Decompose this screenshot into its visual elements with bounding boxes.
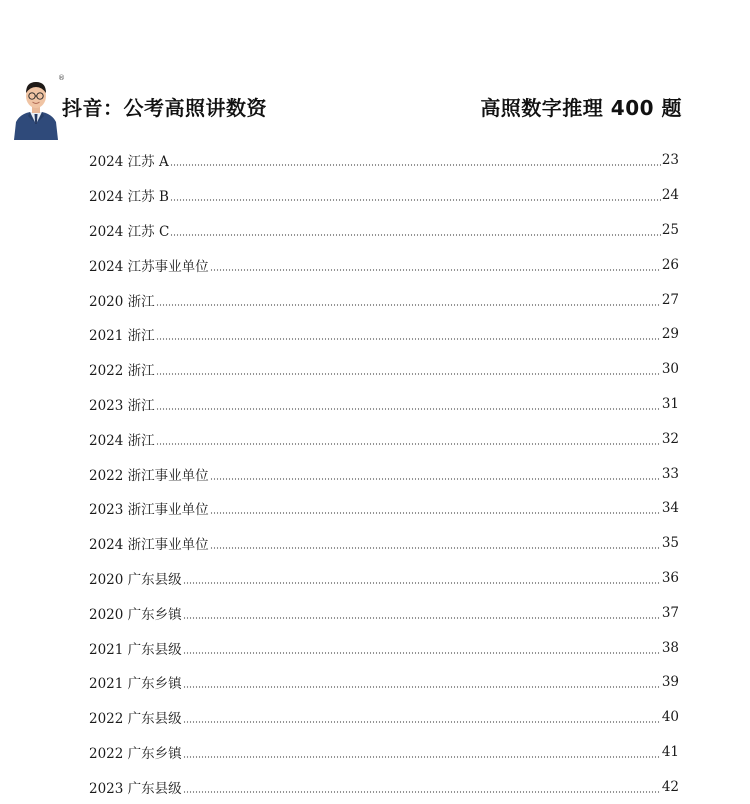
- toc-entry-label: 2020 广东县级: [89, 571, 182, 588]
- registered-mark: ®: [58, 74, 65, 82]
- page-header: [0, 70, 750, 142]
- toc-row[interactable]: [89, 282, 679, 317]
- toc-entry-label: 2023 广东县级: [89, 780, 182, 797]
- toc-leader-dots: [183, 756, 661, 758]
- toc-entry-page: 39: [661, 674, 679, 691]
- toc-row[interactable]: [89, 561, 679, 596]
- toc-entry-page: 23: [661, 152, 679, 169]
- toc-leader-dots: [210, 478, 661, 480]
- toc-leader-dots: [210, 269, 661, 271]
- toc-row[interactable]: [89, 178, 679, 213]
- toc-row[interactable]: [89, 665, 679, 700]
- toc-row[interactable]: [89, 491, 679, 526]
- toc-entry-page: 42: [661, 778, 679, 795]
- toc-entry-page: 26: [661, 256, 679, 273]
- toc-entry-label: 2022 广东乡镇: [89, 745, 182, 762]
- toc-row[interactable]: [89, 317, 679, 352]
- toc-leader-dots: [183, 617, 661, 619]
- toc-row[interactable]: [89, 213, 679, 248]
- toc-entry-page: 38: [661, 639, 679, 656]
- toc-entry-page: 35: [661, 535, 679, 552]
- toc-leader-dots: [183, 721, 661, 723]
- toc-entry-label: 2023 浙江: [89, 397, 155, 414]
- toc-leader-dots: [210, 512, 661, 514]
- toc-leader-dots: [183, 582, 661, 584]
- table-of-contents: [89, 143, 679, 804]
- header-right-title: 高照数字推理 400 题: [480, 96, 682, 120]
- toc-entry-label: 2024 江苏事业单位: [89, 258, 209, 275]
- toc-row[interactable]: [89, 735, 679, 770]
- toc-leader-dots: [156, 304, 661, 306]
- toc-entry-page: 31: [661, 395, 679, 412]
- toc-entry-page: 32: [661, 430, 679, 447]
- toc-entry-label: 2021 广东乡镇: [89, 676, 182, 693]
- toc-row[interactable]: [89, 700, 679, 735]
- toc-entry-label: 2022 浙江: [89, 363, 155, 380]
- toc-row[interactable]: [89, 143, 679, 178]
- toc-entry-page: 29: [661, 326, 679, 343]
- toc-entry-page: 36: [661, 569, 679, 586]
- toc-entry-page: 24: [661, 187, 679, 204]
- toc-row[interactable]: [89, 526, 679, 561]
- toc-entry-label: 2024 浙江事业单位: [89, 537, 209, 554]
- toc-leader-dots: [156, 408, 661, 410]
- toc-entry-page: 27: [661, 291, 679, 308]
- toc-row[interactable]: [89, 421, 679, 456]
- toc-row[interactable]: [89, 352, 679, 387]
- toc-leader-dots: [170, 164, 661, 166]
- toc-row[interactable]: [89, 630, 679, 665]
- toc-row[interactable]: [89, 387, 679, 422]
- toc-leader-dots: [156, 373, 661, 375]
- toc-leader-dots: [156, 443, 661, 445]
- toc-leader-dots: [210, 547, 661, 549]
- toc-entry-page: 25: [661, 221, 679, 238]
- toc-entry-label: 2024 江苏 A: [89, 154, 169, 171]
- toc-row[interactable]: [89, 769, 679, 804]
- toc-entry-label: 2024 江苏 C: [89, 223, 170, 240]
- toc-leader-dots: [183, 652, 661, 654]
- toc-leader-dots: [170, 234, 661, 236]
- toc-entry-page: 41: [661, 743, 679, 760]
- toc-entry-page: 37: [661, 604, 679, 621]
- toc-leader-dots: [183, 686, 661, 688]
- toc-entry-label: 2020 广东乡镇: [89, 606, 182, 623]
- toc-entry-page: 33: [661, 465, 679, 482]
- toc-entry-label: 2021 浙江: [89, 328, 155, 345]
- toc-row[interactable]: [89, 595, 679, 630]
- toc-entry-label: 2021 广东县级: [89, 641, 182, 658]
- toc-leader-dots: [156, 338, 661, 340]
- toc-entry-label: 2022 广东县级: [89, 711, 182, 728]
- toc-entry-label: 2020 浙江: [89, 293, 155, 310]
- toc-row[interactable]: [89, 247, 679, 282]
- header-left-title: 抖音：公考高照讲数资: [62, 96, 267, 120]
- toc-entry-page: 30: [661, 361, 679, 378]
- toc-entry-page: 40: [661, 709, 679, 726]
- toc-row[interactable]: [89, 456, 679, 491]
- toc-leader-dots: [170, 199, 661, 201]
- author-avatar: [12, 76, 60, 140]
- toc-entry-label: 2023 浙江事业单位: [89, 502, 209, 519]
- toc-entry-label: 2024 江苏 B: [89, 189, 169, 206]
- toc-entry-page: 34: [661, 500, 679, 517]
- toc-entry-label: 2024 浙江: [89, 432, 155, 449]
- toc-leader-dots: [183, 791, 661, 793]
- toc-entry-label: 2022 浙江事业单位: [89, 467, 209, 484]
